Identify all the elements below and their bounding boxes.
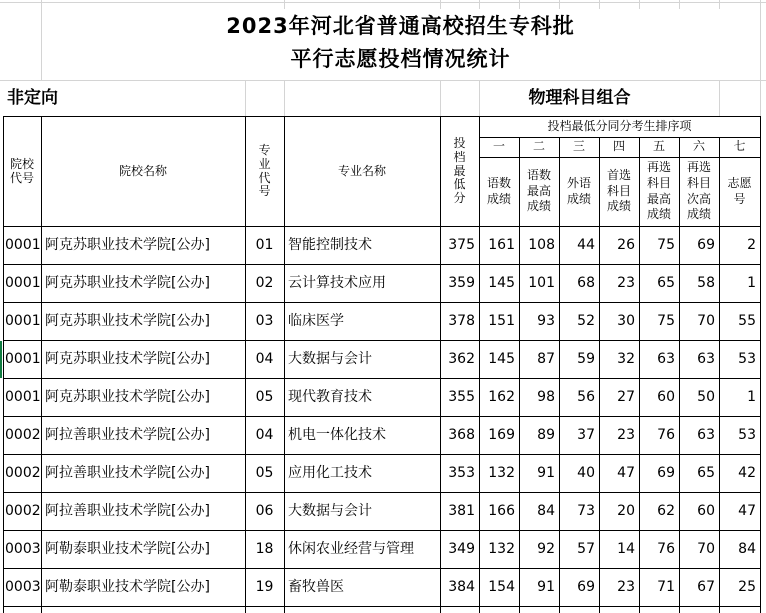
cell-rank-2[interactable]: 93 [537,313,555,330]
cell-rank-2[interactable]: 91 [537,579,555,596]
cell-rank-2[interactable]: 89 [537,427,555,444]
cell-school-code[interactable]: 0001 [5,313,41,330]
header-rank-item-4[interactable]: 首选科目成绩 [606,168,631,214]
cell-rank-7[interactable]: 1 [747,275,756,292]
cell-rank-4[interactable]: 20 [617,503,635,520]
cell-rank-3[interactable]: 68 [577,275,595,292]
grid-line [3,606,761,607]
cell-school-name[interactable]: 阿拉善职业技术学院[公办] [45,465,210,482]
grid-line [599,137,600,613]
cell-rank-4[interactable]: 32 [617,351,635,368]
cell-rank-5[interactable]: 63 [657,351,675,368]
grid-line [3,378,761,379]
cell-major-name[interactable]: 应用化工技术 [288,465,372,482]
cell-rank-4[interactable]: 23 [617,579,635,596]
cell-rank-6[interactable]: 50 [697,389,715,406]
cell-major-code[interactable]: 04 [255,427,274,444]
cell-rank-1[interactable]: 132 [488,465,515,482]
grid-line [3,116,4,613]
cell-rank-2[interactable]: 92 [537,541,555,558]
cell-rank-2[interactable]: 91 [537,465,555,482]
grid-line [559,137,560,613]
header-rank-1[interactable]: 一 [492,139,505,154]
gridline-light [479,0,480,9]
header-rank-2[interactable]: 二 [532,139,545,154]
cell-rank-6[interactable]: 67 [697,579,715,596]
cell-school-name[interactable]: 阿克苏职业技术学院[公办] [45,389,210,406]
cell-rank-4[interactable]: 30 [617,313,635,330]
cell-school-name[interactable]: 阿拉善职业技术学院[公办] [45,503,210,520]
header-rank-5[interactable]: 五 [652,139,665,154]
gridline-light [284,0,285,9]
cell-school-code[interactable]: 0001 [5,351,41,368]
grid-line [3,416,761,417]
cell-min-score[interactable]: 375 [448,237,475,254]
cell-rank-6[interactable]: 63 [697,427,715,444]
gridline-light [639,0,640,9]
gridline-light [440,0,441,9]
cell-min-score[interactable]: 378 [448,313,475,330]
cell-rank-4[interactable]: 23 [617,427,635,444]
gridline-light [284,80,285,117]
cell-school-code[interactable]: 0001 [5,275,41,292]
cell-rank-3[interactable]: 56 [577,389,595,406]
gridline-light [519,0,520,9]
cell-rank-2[interactable]: 84 [537,503,555,520]
cell-rank-7[interactable]: 84 [738,541,756,558]
table-border-top [3,116,761,117]
cell-rank-5[interactable]: 76 [657,541,675,558]
cell-major-code[interactable]: 18 [255,541,274,558]
cell-min-score[interactable]: 359 [448,275,475,292]
grid-line [284,116,285,613]
cell-min-score[interactable]: 355 [448,389,475,406]
cell-rank-3[interactable]: 52 [577,313,595,330]
cell-rank-7[interactable]: 53 [738,351,756,368]
cell-rank-4[interactable]: 26 [617,237,635,254]
cell-rank-5[interactable]: 75 [657,313,675,330]
cell-rank-5[interactable]: 62 [657,503,675,520]
cell-rank-7[interactable]: 55 [738,313,756,330]
cell-rank-2[interactable]: 108 [528,237,555,254]
header-rank-item-7[interactable]: 志愿号 [727,175,752,206]
cell-major-name[interactable]: 现代教育技术 [288,389,372,406]
cell-major-name[interactable]: 休闲农业经营与管理 [288,541,414,558]
cell-rank-6[interactable]: 69 [697,237,715,254]
cell-major-code[interactable]: 04 [255,351,274,368]
cell-rank-2[interactable]: 98 [537,389,555,406]
grid-line [3,264,761,265]
cell-school-code[interactable]: 0002 [5,503,41,520]
section-non-directed[interactable]: 非定向 [7,88,58,109]
cell-school-name[interactable]: 阿勒泰职业技术学院[公办] [45,579,210,596]
active-cell-indicator [0,341,2,378]
cell-school-code[interactable]: 0002 [5,465,41,482]
cell-rank-3[interactable]: 73 [577,503,595,520]
header-rank-6[interactable]: 六 [692,139,705,154]
gridline-light [719,80,720,117]
grid-line [3,454,761,455]
sheet-title-line2[interactable]: 平行志愿投档情况统计 [290,46,511,71]
header-rank-7[interactable]: 七 [733,139,746,154]
cell-rank-1[interactable]: 161 [488,237,515,254]
gridline-light [0,2,766,3]
gridline-light [760,0,761,117]
cell-rank-1[interactable]: 132 [488,541,515,558]
gridline-light [719,0,720,9]
grid-line [519,137,520,613]
gridline-light [245,80,246,117]
grid-line [639,137,640,613]
grid-line [3,302,761,303]
header-rank-item-6[interactable]: 再选科目次高成绩 [686,160,711,222]
cell-rank-6[interactable]: 65 [697,465,715,482]
gridline-light [679,0,680,9]
grid-line [245,116,246,613]
cell-major-code[interactable]: 01 [255,237,274,254]
header-major-name[interactable]: 专业名称 [337,163,386,178]
cell-rank-2[interactable]: 101 [528,275,555,292]
grid-line [760,116,761,613]
section-physics-combination[interactable]: 物理科目组合 [528,88,631,109]
cell-rank-7[interactable]: 42 [738,465,756,482]
grid-line [41,116,42,613]
cell-min-score[interactable]: 353 [448,465,475,482]
cell-rank-5[interactable]: 69 [657,465,675,482]
cell-school-code[interactable]: 0001 [5,389,41,406]
cell-rank-6[interactable]: 63 [697,351,715,368]
header-rank-3[interactable]: 三 [572,139,585,154]
cell-major-code[interactable]: 02 [255,275,274,292]
cell-min-score[interactable]: 362 [448,351,475,368]
cell-rank-5[interactable]: 71 [657,579,675,596]
cell-rank-1[interactable]: 162 [488,389,515,406]
header-rank-item-1[interactable]: 语数成绩 [486,175,511,206]
cell-rank-7[interactable]: 53 [738,427,756,444]
cell-rank-3[interactable]: 44 [577,237,595,254]
grid-line [440,116,441,613]
cell-school-name[interactable]: 阿克苏职业技术学院[公办] [45,313,210,330]
header-school-name[interactable]: 院校名称 [118,163,167,178]
cell-school-name[interactable]: 阿勒泰职业技术学院[公办] [45,541,210,558]
cell-school-name[interactable]: 阿拉善职业技术学院[公办] [45,427,210,444]
cell-major-name[interactable]: 临床医学 [288,313,344,330]
gridline-light [0,80,766,81]
cell-school-code[interactable]: 0003 [5,579,41,596]
gridline-light [599,0,600,9]
grid-line [679,137,680,613]
cell-school-code[interactable]: 0001 [5,237,41,254]
cell-rank-6[interactable]: 58 [697,275,715,292]
cell-major-name[interactable]: 大数据与会计 [288,351,372,368]
cell-rank-3[interactable]: 57 [577,541,595,558]
grid-line [479,116,480,613]
cell-major-code[interactable]: 05 [255,389,274,406]
header-min-score[interactable]: 投档最低分 [453,136,466,206]
cell-major-name[interactable]: 智能控制技术 [288,237,372,254]
cell-rank-4[interactable]: 27 [617,389,635,406]
cell-school-name[interactable]: 阿克苏职业技术学院[公办] [45,275,210,292]
cell-rank-1[interactable]: 151 [488,313,515,330]
grid-line [3,530,761,531]
cell-rank-3[interactable]: 59 [577,351,595,368]
header-major-code[interactable]: 专业代号 [258,142,271,199]
cell-min-score[interactable]: 349 [448,541,475,558]
cell-major-code[interactable]: 03 [255,313,274,330]
cell-min-score[interactable]: 384 [448,579,475,596]
cell-rank-5[interactable]: 60 [657,389,675,406]
cell-rank-1[interactable]: 166 [488,503,515,520]
cell-major-name[interactable]: 机电一体化技术 [288,427,386,444]
cell-rank-7[interactable]: 1 [747,389,756,406]
header-rank-4[interactable]: 四 [612,139,625,154]
cell-school-name[interactable]: 阿克苏职业技术学院[公办] [45,351,210,368]
cell-rank-7[interactable]: 47 [738,503,756,520]
grid-line [719,137,720,613]
grid-line [3,340,761,341]
cell-school-code[interactable]: 0003 [5,541,41,558]
header-rank-item-2[interactable]: 语数最高成绩 [526,168,551,214]
cell-rank-7[interactable]: 25 [738,579,756,596]
cell-rank-5[interactable]: 75 [657,237,675,254]
cell-rank-1[interactable]: 169 [488,427,515,444]
cell-rank-7[interactable]: 2 [747,237,756,254]
cell-rank-1[interactable]: 145 [488,351,515,368]
cell-school-name[interactable]: 阿克苏职业技术学院[公办] [45,237,210,254]
cell-rank-3[interactable]: 40 [577,465,595,482]
header-rank-group[interactable]: 投档最低分同分考生排序项 [547,119,692,134]
cell-rank-2[interactable]: 87 [537,351,555,368]
cell-major-code[interactable]: 05 [255,465,274,482]
cell-rank-5[interactable]: 65 [657,275,675,292]
cell-major-code[interactable]: 06 [255,503,274,520]
cell-rank-4[interactable]: 23 [617,275,635,292]
header-rank-item-5[interactable]: 再选科目最高成绩 [646,160,671,222]
cell-rank-6[interactable]: 70 [697,313,715,330]
cell-min-score[interactable]: 381 [448,503,475,520]
header-rank-item-3[interactable]: 外语成绩 [566,175,591,206]
cell-major-name[interactable]: 大数据与会计 [288,503,372,520]
cell-major-name[interactable]: 云计算技术应用 [288,275,386,292]
gridline-light [559,0,560,9]
grid-line [3,492,761,493]
cell-rank-4[interactable]: 47 [617,465,635,482]
cell-rank-3[interactable]: 37 [577,427,595,444]
cell-rank-1[interactable]: 154 [488,579,515,596]
header-school-code[interactable]: 院校代号 [9,156,34,185]
cell-rank-1[interactable]: 145 [488,275,515,292]
cell-min-score[interactable]: 368 [448,427,475,444]
cell-school-code[interactable]: 0002 [5,427,41,444]
cell-rank-3[interactable]: 69 [577,579,595,596]
cell-rank-6[interactable]: 60 [697,503,715,520]
grid-line [3,226,761,227]
cell-major-name[interactable]: 畜牧兽医 [288,579,344,596]
sheet-title-line1[interactable]: 2023年河北省普通高校招生专科批 [226,13,575,38]
cell-rank-5[interactable]: 76 [657,427,675,444]
cell-rank-6[interactable]: 70 [697,541,715,558]
grid-line [3,568,761,569]
cell-rank-4[interactable]: 14 [617,541,635,558]
cell-major-code[interactable]: 19 [255,579,274,596]
